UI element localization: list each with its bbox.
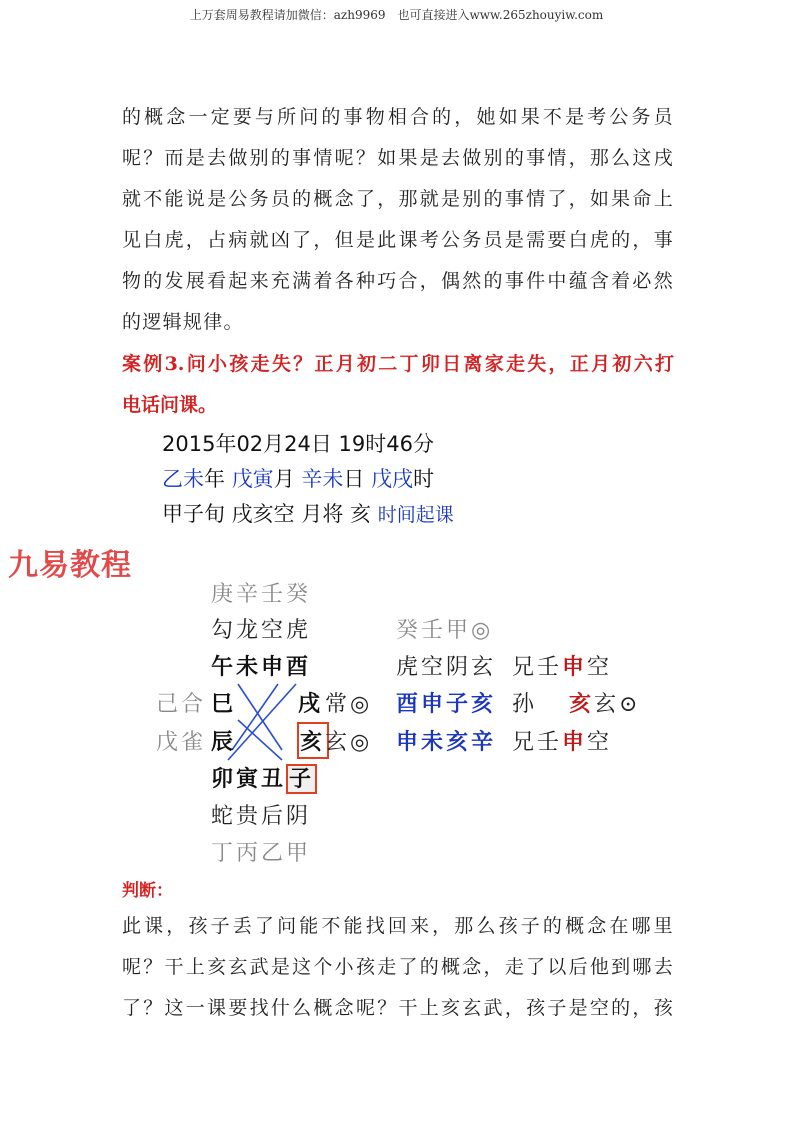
lessons-row-2-branch: 亥 xyxy=(569,691,595,717)
board-right-mid-suffix: 常◎ xyxy=(325,692,373,717)
judge-line-2: 呢？干上亥玄武是这个小孩走了的概念，走了以后他到哪去 xyxy=(122,956,674,978)
method-label: 时间起课 xyxy=(377,504,454,526)
lessons-row-1-relation: 兄壬 xyxy=(512,655,563,680)
board-top-stems: 庚辛壬癸 xyxy=(211,582,312,607)
intro-line-1: 的概念一定要与所问的事物相合的，她如果不是考公务员 xyxy=(122,106,674,128)
header-note: 上万套周易教程请加微信：azh9969 也可直接进入www.265zhouyiw.com xyxy=(189,8,604,22)
lessons-row-2-relation: 孙 xyxy=(512,692,538,717)
board-line-2 xyxy=(232,684,278,750)
month-ganzhi: 戊寅 xyxy=(231,467,274,491)
hour-label: 时 xyxy=(413,467,435,491)
intro-line-4: 见白虎，占病就凶了，但是此课考公务员是需要白虎的，事 xyxy=(122,229,674,251)
year-label: 年 xyxy=(204,467,225,491)
board-left-mid-prefix: 己合 xyxy=(156,692,207,717)
board-boxed-zi: 子 xyxy=(286,764,317,794)
datetime-line: 2015年02月24日 19时46分 xyxy=(162,432,435,456)
board-bottom-gods: 蛇贵后阴 xyxy=(211,804,312,829)
hour-ganzhi: 戊戌 xyxy=(371,467,414,491)
lessons-row-1-gods: 虎空阴玄 xyxy=(396,655,497,680)
lessons-row-1 xyxy=(396,650,612,681)
board-bottom-stems: 丁丙乙甲 xyxy=(211,841,312,866)
day-ganzhi: 辛未 xyxy=(301,467,344,491)
xun-text: 甲子旬 戌亥空 月将 亥 xyxy=(162,502,372,526)
lessons-row-3-end: 空 xyxy=(587,730,613,755)
lessons-row-2-branches: 酉申子亥 xyxy=(396,691,497,717)
intro-line-6: 的逻辑规律。 xyxy=(122,311,244,333)
board-right-mid-branch: 戌 xyxy=(298,691,324,717)
board-top-branches: 午未申酉 xyxy=(211,654,312,680)
board-left-low-prefix: 戊雀 xyxy=(156,730,207,755)
lessons-row-3-branch: 申 xyxy=(562,729,588,755)
board-left-low-branch: 辰 xyxy=(211,729,237,755)
case-title-line-1: 案例3.问小孩走失？正月初二丁卯日离家走失，正月初六打 xyxy=(122,353,674,375)
month-label: 月 xyxy=(273,467,295,491)
day-label: 日 xyxy=(343,467,365,491)
lessons-row-3-branches: 申未亥辛 xyxy=(396,729,497,755)
judge-paragraph xyxy=(122,906,674,1029)
board-right-low-suffix: 玄◎ xyxy=(325,730,373,755)
board-line-4 xyxy=(228,684,296,760)
board-left-mid-branch: 巳 xyxy=(211,691,237,717)
intro-line-5: 物的发展看起来充满着各种巧合，偶然的事件中蕴含着必然 xyxy=(122,270,674,292)
board-bottom-branches xyxy=(211,762,317,793)
lessons-row-3 xyxy=(396,725,612,756)
case-title-line-2: 电话问课。 xyxy=(122,394,218,416)
board-bottom-branches-abc: 卯寅丑 xyxy=(211,766,287,792)
lessons-row-0: 癸壬甲◎ xyxy=(396,618,494,643)
judge-line-3: 了？这一课要找什么概念呢？干上亥玄武，孩子是空的，孩 xyxy=(122,997,674,1019)
lessons-row-1-branch: 申 xyxy=(562,654,588,680)
judge-label: 判断： xyxy=(122,881,173,901)
lessons-row-1-end: 空 xyxy=(587,655,613,680)
intro-line-2: 呢？而是去做别的事情呢？如果是去做别的事情，那么这戌 xyxy=(122,147,674,169)
brand-logo: 九易教程 xyxy=(8,548,132,583)
lessons-row-3-relation: 兄壬 xyxy=(512,730,563,755)
lessons-row-2 xyxy=(396,687,640,718)
lessons-row-2-end: 玄⊙ xyxy=(594,692,641,717)
judge-line-1: 此课，孩子丢了问能不能找回来，那么孩子的概念在哪里 xyxy=(122,915,674,937)
intro-line-3: 就不能说是公务员的概念了，那就是别的事情了，如果命上 xyxy=(122,188,674,210)
board-right-low-branch: 亥 xyxy=(297,722,329,759)
year-ganzhi: 乙未 xyxy=(162,467,204,491)
board-top-gods: 勾龙空虎 xyxy=(211,618,312,643)
